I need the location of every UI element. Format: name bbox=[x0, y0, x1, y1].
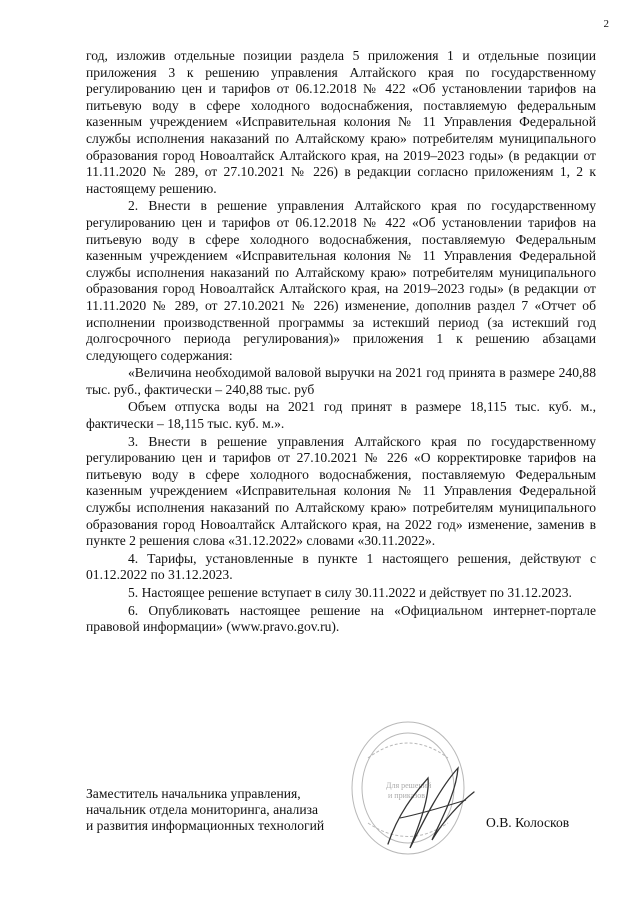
signatory-name: О.В. Колосков bbox=[486, 815, 570, 830]
paragraph-item-2: 2. Внести в решение управления Алтайского края по государственному регулированию цен и тарифов от 06.12.2018 № 422 «Об установлении тарифов на питьевую воду в сфере холодного водоснабжения, поставляемую Федеральным казенным учреждением «Исправительная колония № 11 Управления Федеральной службы исполнения наказаний по Алтайскому краю» потребителям муниципального образования город Новоалтайск Алтайского края, на 2019–2023 годы» (в редакции от 11.11.2020 № 289, от 27.10.2021 № 226) изменение, дополнив раздел 7 «Отчет об исполнении производственной программы за истекший период (за истекший год долгосрочного периода регулирования)» приложения 1 к решению абзацами следующего содержания: bbox=[86, 198, 596, 363]
paragraph-quote-revenue: «Величина необходимой валовой выручки на 2021 год принята в размере 240,88 тыс. руб., фактически – 240,88 тыс. руб bbox=[86, 365, 596, 397]
paragraph-item-6: 6. Опубликовать настоящее решение на «Официальном интернет-портале правовой информации» (www.pravo.gov.ru). bbox=[86, 602, 596, 635]
paragraph-quote-volume: Объем отпуска воды на 2021 год принят в размере 18,115 тыс. куб. м., фактически – 18,115 тыс. куб. м.». bbox=[86, 399, 596, 432]
signatory-position-line3: и развития информационных технологий bbox=[86, 818, 325, 833]
page-number: 2 bbox=[603, 18, 609, 30]
signatory-position-line1: Заместитель начальника управления, bbox=[86, 786, 301, 801]
handwritten-signature bbox=[370, 748, 490, 868]
stamp-text-line2: и приказов bbox=[388, 791, 426, 800]
paragraph-item-3: 3. Внести в решение управления Алтайского края по государственному регулированию цен и тарифов от 27.10.2021 № 226 «О корректировке тарифов на питьевую воду в сфере холодного водоснабжения, поставляемую Федеральным казенным учреждением «Исправительная колония № 11 Управления Федеральной службы исполнения наказаний по Алтайскому краю» потребителям муниципального образования город Новоалтайск Алтайского края, на 2022 год» изменение, заменив в пункте 2 решения слова «31.12.2022» словами «30.11.2022». bbox=[86, 433, 596, 549]
signatory-position bbox=[86, 786, 324, 834]
document-body bbox=[86, 48, 596, 636]
signatory-position-line2: начальник отдела мониторинга, анализа bbox=[86, 802, 319, 817]
paragraph-continuation: год, изложив отдельные позиции раздела 5 приложения 1 и отдельные позиции приложения 3 к решению управления Алтайского края по государственному регулированию цен и тарифов от 06.12.2018 № 422 «Об установлении тарифов на питьевую воду в сфере холодного водоснабжения, поставляемую федеральным казенным учреждением «Исправительная колония № 11 Управления Федеральной службы исполнения наказаний по Алтайскому краю» потребителям муниципального образования город Новоалтайск Алтайского края, на 2019–2023 годы» (в редакции от 11.11.2020 № 289, от 27.10.2021 № 226) в редакции согласно приложениям 1, 2 к настоящему решению. bbox=[86, 48, 596, 196]
paragraph-item-5: 5. Настоящее решение вступает в силу 30.11.2022 и действует по 31.12.2023. bbox=[128, 585, 572, 600]
stamp-text-line1: Для решений bbox=[386, 781, 432, 790]
paragraph-item-4: 4. Тарифы, установленные в пункте 1 настоящего решения, действуют с 01.12.2022 по 31.12.2023. bbox=[86, 550, 596, 583]
